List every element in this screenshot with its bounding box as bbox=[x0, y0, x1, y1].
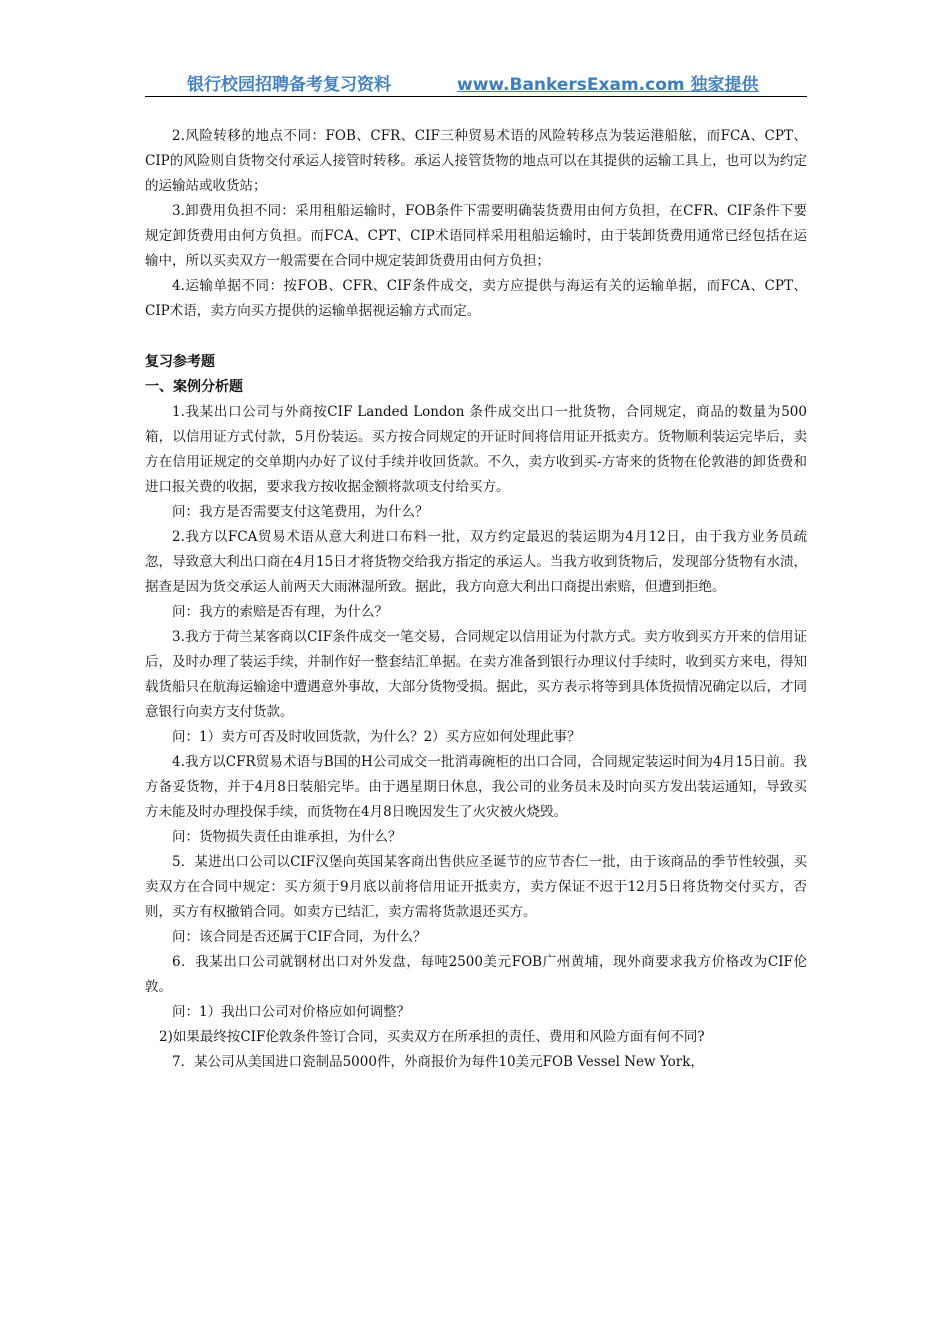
case-1: 1.我某出口公司与外商按CIF Landed London 条件成交出口一批货物，合同规定，商品的数量为500箱，以信用证方式付款，5月份装运。买方按合同规定的开证时间将信用证开抵卖方。货物顺利装运完毕后，卖方在信用证规定的交单期内办好了议付手续并收回货款。不久，卖方收到买-方寄来的货物在伦敦港的卸货费和进口报关费的收据，要求我方按收据金额将款项支付给买方。 bbox=[145, 404, 807, 495]
case-5: 5．某进出口公司以CIF汉堡向英国某客商出售供应圣诞节的应节杏仁一批，由于该商品的季节性较强，买卖双方在合同中规定：买方须于9月底以前将信用证开抵卖方，卖方保证不迟于12月5日将货物交付买方，否则，买方有权撤销合同。如卖方已结汇，卖方需将货款退还买方。 bbox=[145, 854, 807, 920]
document-body bbox=[145, 124, 807, 1075]
case-2: 2.我方以FCA贸易术语从意大利进口布料一批，双方约定最迟的装运期为4月12日，由于我方业务员疏忽，导致意大利出口商在4月15日才将货物交给我方指定的承运人。当我方收到货物后，发现部分货物有水渍，据查是因为货交承运人前两天大雨淋湿所致。据此，我方向意大利出口商提出索赔，但遭到拒绝。 bbox=[145, 529, 807, 595]
header-title: 银行校园招聘备考复习资料 bbox=[187, 75, 391, 95]
case-3-question: 问：1）卖方可否及时收回货款，为什么？2）买方应如何处理此事？ bbox=[172, 729, 581, 745]
case-3: 3.我方于荷兰某客商以CIF条件成交一笔交易，合同规定以信用证为付款方式。卖方收到买方开来的信用证后，及时办理了装运手续，并制作好一整套结汇单据。在卖方准备到银行办理议付手续时，收到买方来电，得知载货船只在航海运输途中遭遇意外事故，大部分货物受损。据此，买方表示将等到具体货损情况确定以后，才同意银行向卖方支付货款。 bbox=[145, 629, 807, 720]
case-7: 7．某公司从美国进口瓷制品5000件，外商报价为每件10美元FOB Vessel New York， bbox=[172, 1054, 704, 1070]
section-title-review: 复习参考题 bbox=[145, 354, 215, 370]
case-1-question: 问：我方是否需要支付这笔费用，为什么？ bbox=[172, 504, 429, 520]
paragraph-risk-transfer: 2.风险转移的地点不同：FOB、CFR、CIF三种贸易术语的风险转移点为装运港船舷，而FCA、CPT、CIP的风险则自货物交付承运人接管时转移。承运人接管货物的地点可以在其提供的运输工具上，也可以为约定的运输站或收货站； bbox=[145, 128, 807, 194]
case-5-question: 问：该合同是否还属于CIF合同，为什么？ bbox=[172, 929, 427, 945]
header-website-link[interactable]: www.BankersExam.com 独家提供 bbox=[457, 75, 759, 95]
section-title-case-analysis: 一、案例分析题 bbox=[145, 379, 243, 395]
case-4: 4.我方以CFR贸易术语与B国的H公司成交一批消毒碗柜的出口合同，合同规定装运时间为4月15日前。我方备妥货物，并于4月8日装船完毕。由于遇星期日休息，我公司的业务员未及时向买方发出装运通知，导致买方未能及时办理投保手续，而货物在4月8日晚因发生了火灾被火烧毁。 bbox=[145, 754, 807, 820]
case-4-question: 问：货物损失责任由谁承担，为什么？ bbox=[172, 829, 402, 845]
paragraph-unloading-cost: 3.卸费用负担不同：采用租船运输时，FOB条件下需要明确装货费用由何方负担，在CFR、CIF条件下要规定卸货费用由何方负担。而FCA、CPT、CIP术语同样采用租船运输时，由于装卸货费用通常已经包括在运输中，所以买卖双方一般需要在合同中规定装卸货费用由何方负担； bbox=[145, 203, 807, 269]
case-6-question-1: 问：1）我出口公司对价格应如何调整？ bbox=[172, 1004, 411, 1020]
case-6: 6．我某出口公司就钢材出口对外发盘，每吨2500美元FOB广州黄埔，现外商要求我方价格改为CIF伦敦。 bbox=[145, 954, 807, 995]
case-6-question-2: 2)如果最终按CIF伦敦条件签订合同，买卖双方在所承担的责任、费用和风险方面有何不同? bbox=[159, 1029, 705, 1045]
page-header bbox=[145, 68, 807, 97]
case-2-question: 问：我方的索赔是否有理，为什么？ bbox=[172, 604, 388, 620]
paragraph-transport-documents: 4.运输单据不同：按FOB、CFR、CIF条件成交，卖方应提供与海运有关的运输单据，而FCA、CPT、CIP术语，卖方向买方提供的运输单据视运输方式而定。 bbox=[145, 278, 807, 319]
